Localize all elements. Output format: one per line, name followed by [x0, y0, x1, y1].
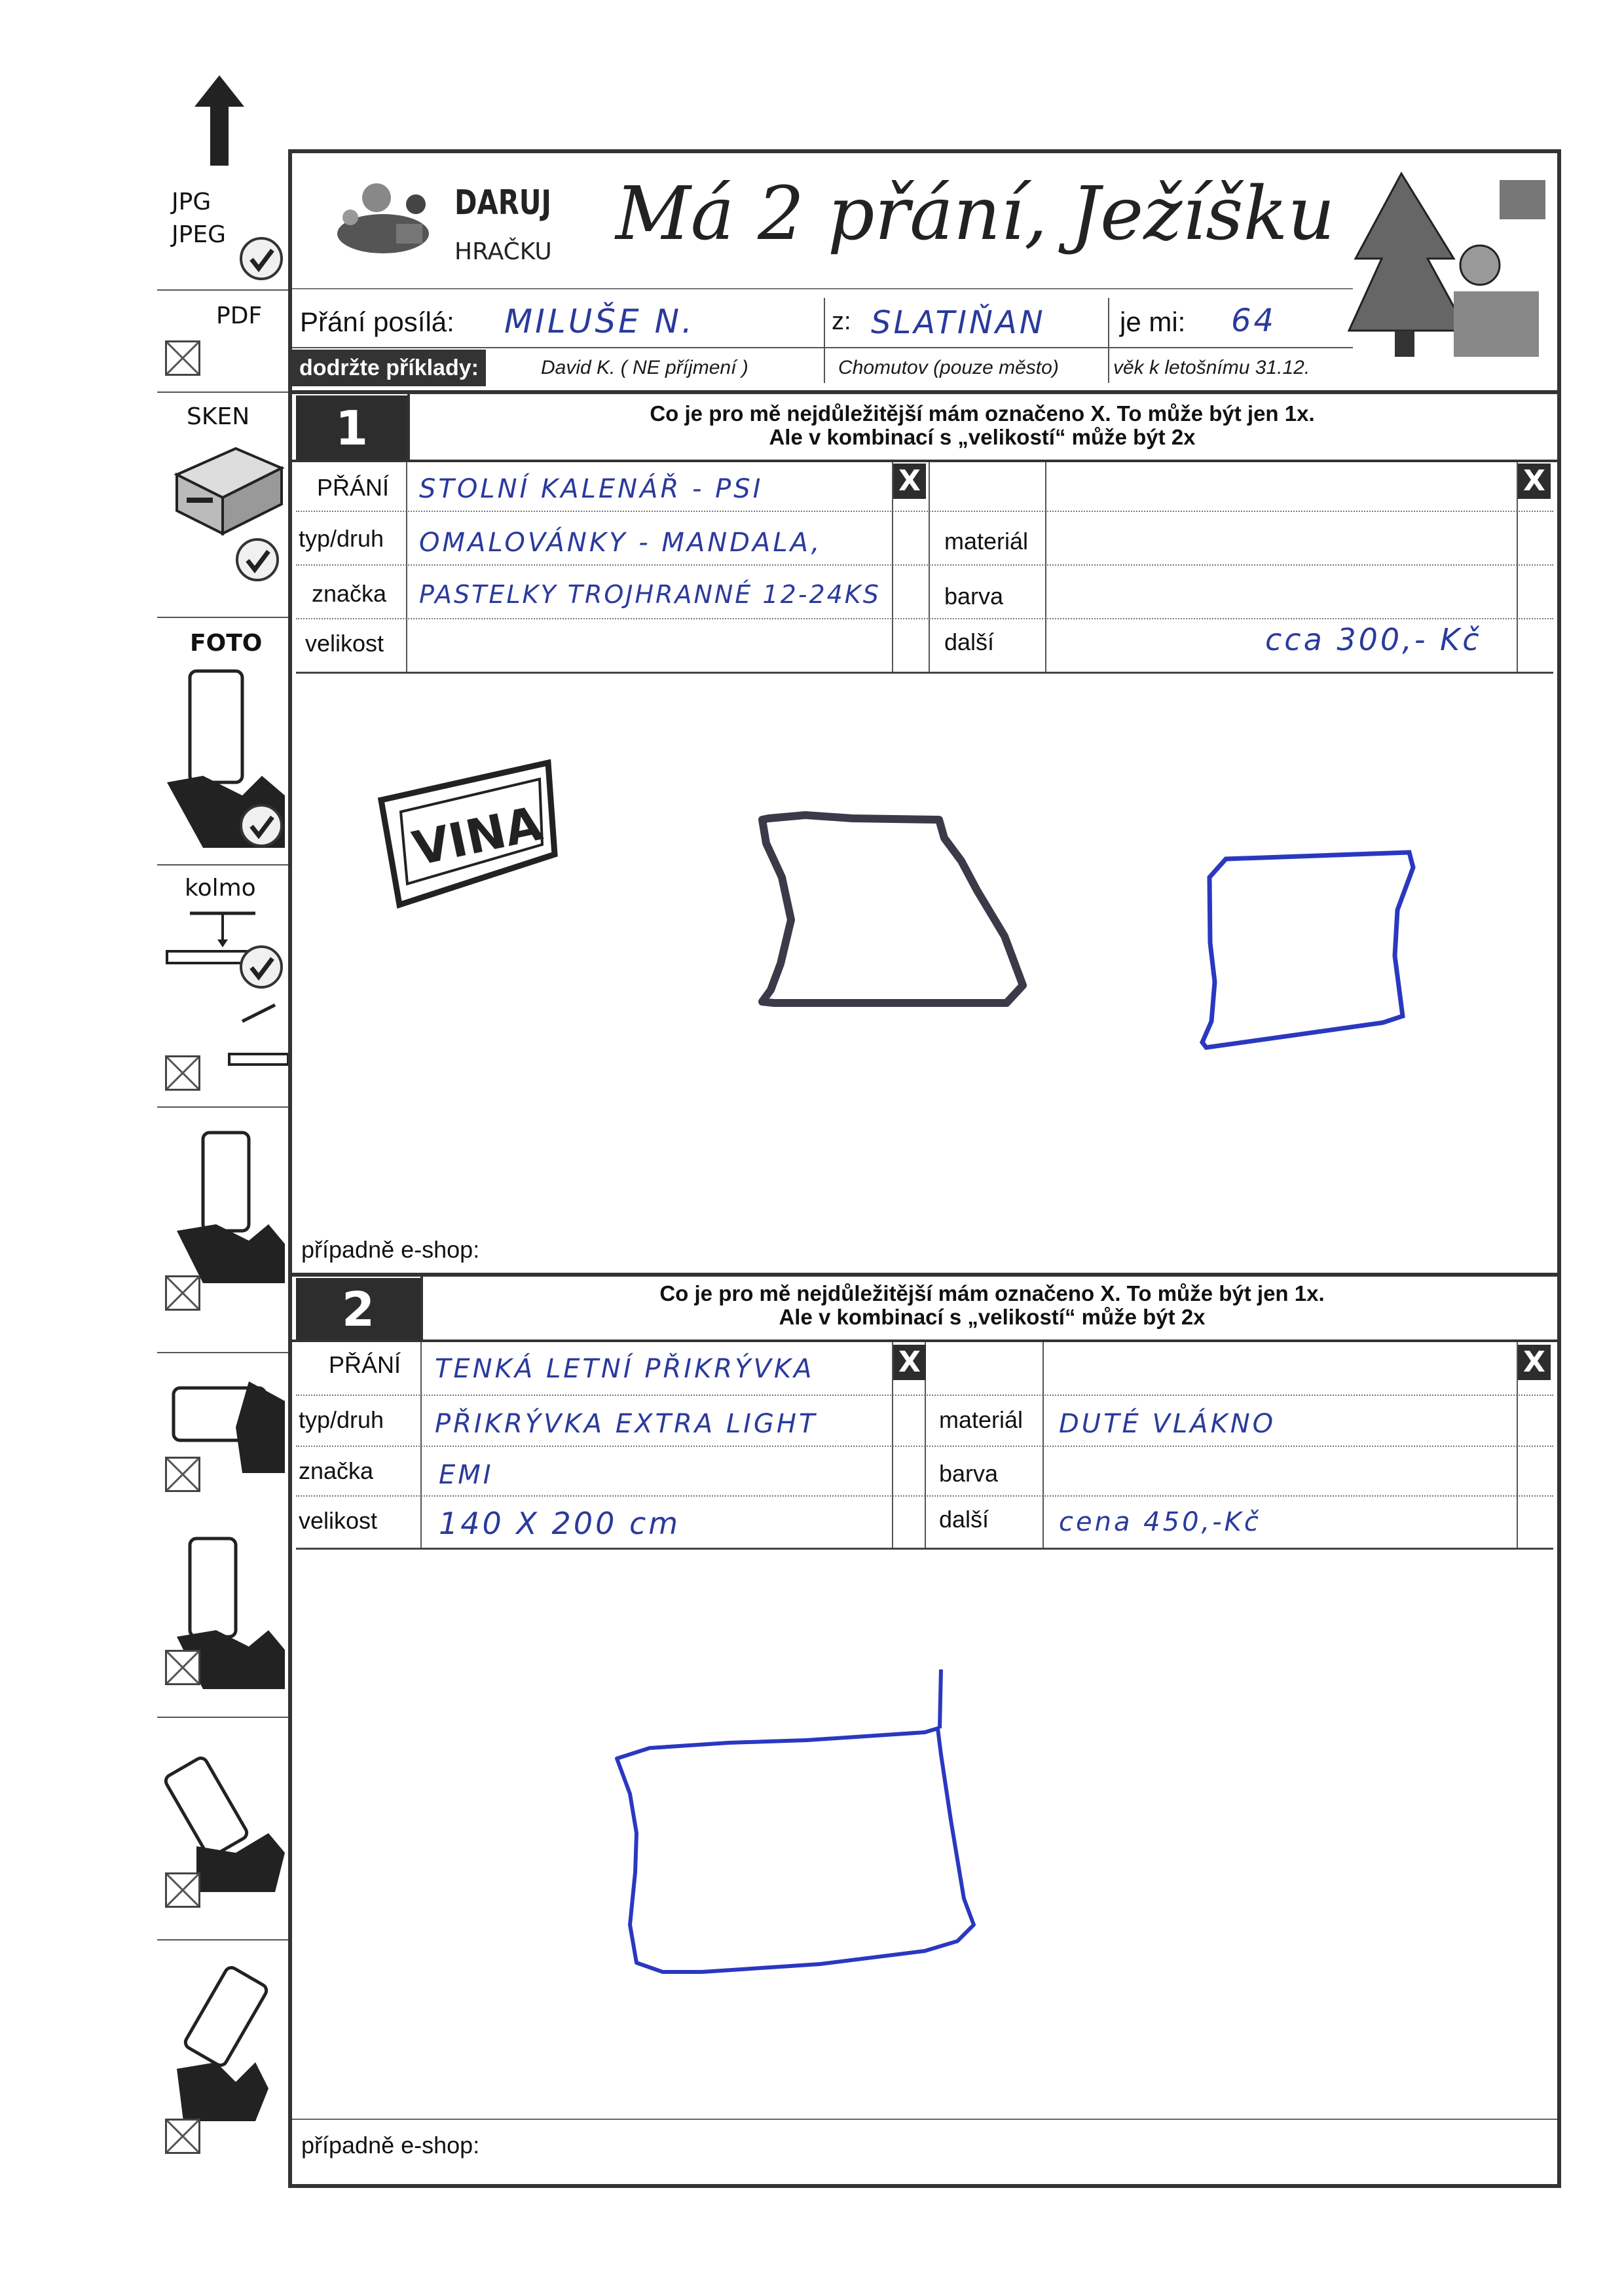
wish2-priority-x-right[interactable]: X — [1518, 1345, 1551, 1380]
wish1-table — [296, 462, 1553, 674]
phone-crossed-icon — [165, 1275, 200, 1311]
examples-label: dodržte příklady: — [292, 350, 486, 386]
phone-hand-icon — [164, 1126, 288, 1283]
scanner-icon — [164, 435, 288, 540]
example-city: Chomutov (pouze město) — [838, 357, 1059, 378]
sidebar-divider — [157, 1717, 288, 1718]
pdf-label: PDF — [216, 302, 263, 329]
wish1-label-barva: barva — [944, 583, 1004, 610]
jpg-label: JPG — [172, 189, 212, 215]
wish1-typ-value[interactable]: OMALOVÁNKY - MANDALA, — [419, 528, 822, 558]
wish1-dalsi-value[interactable]: cca 300,- Kč — [1265, 622, 1482, 657]
sidebar-divider — [157, 1352, 288, 1353]
wish1-priority-x[interactable]: X — [893, 464, 926, 499]
example-name: David K. ( NE příjmení ) — [541, 357, 748, 378]
section-divider — [292, 1273, 1557, 1277]
pdf-crossed-icon — [165, 340, 200, 376]
calendar-sketch-text: VINA — [408, 795, 547, 877]
wish1-znacka-value[interactable]: PASTELKY TROJHRANNÉ 12-24KS — [419, 580, 881, 609]
logo-hracku: HRAČKU — [454, 238, 552, 265]
header-divider — [292, 347, 1353, 348]
row-divider — [296, 618, 1553, 619]
wish1-number: 1 — [296, 395, 407, 461]
wish2-dalsi-value[interactable]: cena 450,-Kč — [1059, 1507, 1261, 1537]
cell-divider — [1043, 1342, 1044, 1548]
sidebar-divider — [157, 1939, 288, 1941]
wish1-prani-value[interactable]: STOLNÍ KALENÁŘ - PSI — [419, 474, 764, 504]
jpeg-label: JPEG — [172, 221, 226, 248]
tilted-phone-icon — [157, 1741, 288, 1892]
row-divider — [296, 672, 1553, 674]
foto-check-icon — [240, 804, 283, 847]
row-divider — [296, 564, 1553, 566]
wish2-drawing — [296, 1558, 1553, 2121]
sidebar-divider — [157, 392, 288, 393]
wish1-label-velikost: velikost — [305, 630, 384, 657]
tilted-crossed-icon — [165, 1872, 200, 1908]
wish2-label-dalsi: další — [939, 1506, 989, 1533]
up-arrow-icon — [193, 75, 246, 167]
angled-crossed-icon — [165, 1055, 200, 1091]
sidebar-divider — [157, 617, 288, 618]
foto-label: FOTO — [190, 630, 263, 657]
wish1-label-prani: PŘÁNÍ — [317, 474, 390, 501]
landscape-crossed-icon — [165, 1457, 200, 1492]
black-square-sketch — [762, 815, 1023, 1003]
wish1-label-dalsi: další — [944, 629, 995, 655]
row-divider — [296, 1548, 1553, 1550]
cell-divider — [824, 298, 825, 383]
cell-divider — [420, 1277, 423, 1339]
toys-logo-icon — [331, 172, 449, 270]
cell-divider — [1108, 298, 1109, 383]
from-label: z: — [832, 308, 851, 335]
wish2-label-material: materiál — [939, 1406, 1024, 1433]
header-divider — [292, 288, 1353, 289]
jpg-check-icon — [240, 237, 283, 280]
wish1-notice-1: Co je pro mě nejdůležitější mám označeno X. To může být jen 1x. — [650, 401, 1315, 426]
age-value[interactable]: 64 — [1231, 302, 1277, 339]
wish2-eshop-label: případně e-shop: — [301, 2132, 480, 2159]
cell-divider — [407, 394, 410, 460]
wish2-notice-1: Co je pro mě nejdůležitější mám označeno X. To může být jen 1x. — [659, 1281, 1325, 1305]
wish2-prani-value[interactable]: TENKÁ LETNÍ PŘIKRÝVKA — [435, 1354, 815, 1384]
sken-check-icon — [236, 538, 279, 581]
wish2-label-barva: barva — [939, 1460, 999, 1487]
eshop-divider — [292, 2119, 1557, 2120]
wish1-drawing — [296, 681, 1553, 1231]
row-divider — [296, 1394, 1553, 1396]
age-label: je mi: — [1120, 306, 1186, 337]
sken-label: SKEN — [187, 403, 250, 430]
from-value[interactable]: SLATIŇAN — [871, 304, 1046, 341]
wish2-velikost-value[interactable]: 140 X 200 cm — [439, 1506, 681, 1541]
row-divider — [296, 511, 1553, 512]
christmas-tree-icon — [1336, 160, 1552, 390]
cell-divider — [1045, 462, 1046, 672]
wish2-priority-x[interactable]: X — [893, 1345, 926, 1380]
sidebar-divider — [157, 1106, 288, 1108]
wish2-number: 2 — [296, 1278, 420, 1341]
blanket-sketch — [617, 1669, 974, 1972]
wish2-label-velikost: velikost — [299, 1507, 378, 1534]
logo-daruj: DARUJ — [454, 183, 552, 223]
example-age: věk k letošnímu 31.12. — [1113, 357, 1310, 378]
wish2-material-value[interactable]: DUTÉ VLÁKNO — [1059, 1409, 1276, 1439]
section-divider — [292, 390, 1557, 394]
wish2-label-prani: PŘÁNÍ — [329, 1351, 401, 1378]
wish2-znacka-value[interactable]: EMI — [439, 1460, 494, 1490]
wish1-notice-2: Ale v kombinací s „velikostí“ může být 2x — [769, 425, 1196, 449]
cell-divider — [929, 462, 930, 672]
page-title: Má 2 přání, Ježíšku — [616, 172, 1335, 257]
wish2-label-typ: typ/druh — [299, 1406, 384, 1433]
blue-square-sketch — [1202, 852, 1413, 1048]
sender-label: Přání posílá: — [300, 306, 454, 337]
wish2-label-znacka: značka — [299, 1457, 374, 1484]
cell-divider — [406, 462, 407, 672]
phone-crossed-icon-2 — [165, 1650, 200, 1685]
row-divider — [296, 1495, 1553, 1497]
wish1-label-znacka: značka — [312, 580, 387, 607]
sidebar-divider — [157, 289, 288, 291]
wish2-table — [296, 1342, 1553, 1550]
tilted-crossed-icon-2 — [165, 2119, 200, 2154]
kolmo-check-icon — [240, 945, 283, 989]
wish2-notice-2: Ale v kombinací s „velikostí“ může být 2x — [779, 1305, 1206, 1329]
row-divider — [296, 1446, 1553, 1447]
wish1-eshop-label: případně e-shop: — [301, 1236, 480, 1263]
sidebar-divider — [157, 864, 288, 866]
wish1-priority-x-right[interactable]: X — [1518, 464, 1551, 499]
tilted-phone-icon-2 — [157, 1958, 288, 2121]
sender-value[interactable]: MILUŠE N. — [504, 302, 695, 340]
wish2-typ-value[interactable]: PŘIKRÝVKA EXTRA LIGHT — [435, 1409, 818, 1439]
kolmo-label: kolmo — [185, 875, 256, 902]
wish1-label-typ: typ/druh — [299, 525, 384, 552]
wish1-label-material: materiál — [944, 528, 1029, 555]
cell-divider — [420, 1342, 422, 1548]
